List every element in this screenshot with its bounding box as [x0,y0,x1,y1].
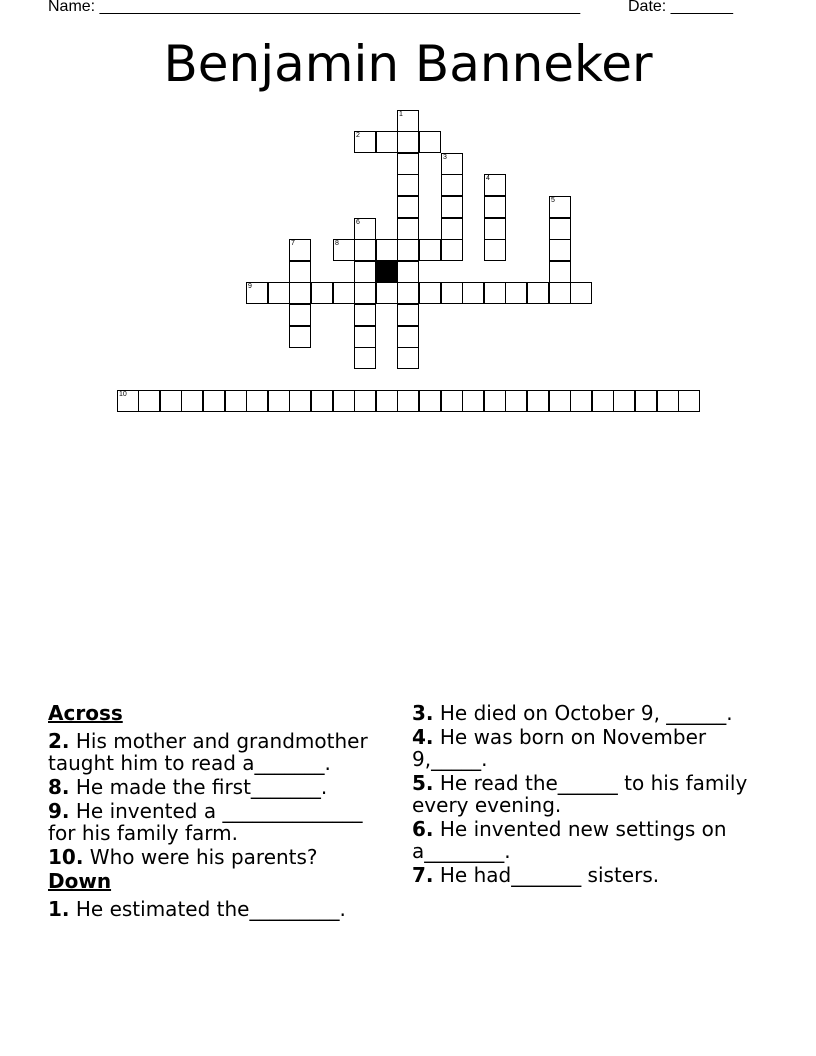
clue-number-label: 2 [356,132,360,139]
crossword-cell[interactable] [419,390,441,412]
clue-text: He estimated the_________. [75,897,346,921]
crossword-cell[interactable] [397,304,419,326]
crossword-cell[interactable] [419,239,441,261]
clue-across-2 [48,730,388,774]
crossword-cell[interactable] [160,390,182,412]
crossword-cell[interactable] [397,282,419,304]
crossword-cell[interactable] [397,131,419,153]
crossword-cell[interactable] [397,110,419,132]
clue-number-label: 4 [486,175,490,182]
crossword-cell[interactable] [354,131,376,153]
crossword-cell[interactable] [505,282,527,304]
clue-text: He died on October 9, ______. [439,701,733,725]
crossword-cell[interactable] [397,196,419,218]
clue-text: He invented new settings on a________. [412,817,727,863]
crossword-cell[interactable] [289,261,311,283]
crossword-cell[interactable] [376,239,398,261]
crossword-cell[interactable] [354,282,376,304]
clue-text: He made the first_______. [75,775,328,799]
crossword-cell[interactable] [527,390,549,412]
crossword-cell[interactable] [484,282,506,304]
crossword-cell[interactable] [613,390,635,412]
crossword-cell[interactable] [333,239,355,261]
clue-number-label: 3 [443,154,447,161]
crossword-cell[interactable] [441,153,463,175]
clue-down-7 [412,864,752,886]
crossword-cell[interactable] [484,174,506,196]
crossword-cell[interactable] [549,239,571,261]
crossword-cell[interactable] [289,390,311,412]
crossword-cell[interactable] [441,174,463,196]
crossword-cell[interactable] [354,261,376,283]
clue-number-label: 10 [119,391,127,398]
clue-number: 2. [48,729,70,753]
crossword-cell[interactable] [268,282,290,304]
clue-number: 4. [412,725,434,749]
clue-down-4 [412,726,752,770]
crossword-cell[interactable] [484,239,506,261]
page-title: Benjamin Banneker [163,35,653,93]
clues-right-column [412,702,752,888]
crossword-cell[interactable] [354,304,376,326]
clue-across-10 [48,846,388,868]
crossword-cell[interactable] [678,390,700,412]
clue-number: 8. [48,775,70,799]
crossword-cell[interactable] [138,390,160,412]
crossword-cell[interactable] [117,390,139,412]
crossword-cell[interactable] [354,390,376,412]
crossword-cell[interactable] [376,282,398,304]
clue-number-label: 5 [551,197,555,204]
crossword-cell[interactable] [289,326,311,348]
clue-text: He had_______ sisters. [439,863,660,887]
clue-number: 3. [412,701,434,725]
crossword-cell[interactable] [484,218,506,240]
crossword-cell[interactable] [570,390,592,412]
crossword-cell[interactable] [246,390,268,412]
crossword-cell[interactable] [397,390,419,412]
clue-number: 6. [412,817,434,841]
clue-number-label: 8 [335,240,339,247]
clue-text: He read the______ to his family every evening. [412,771,748,817]
crossword-grid [0,0,816,430]
date-field[interactable]: Date: _______ [628,0,733,15]
crossword-cell[interactable] [397,174,419,196]
crossword-cell[interactable] [333,390,355,412]
crossword-cell[interactable] [354,347,376,369]
crossword-cell[interactable] [354,239,376,261]
crossword-cell[interactable] [549,282,571,304]
crossword-cell[interactable] [462,390,484,412]
crossword-cell[interactable] [505,390,527,412]
crossword-cell[interactable] [397,153,419,175]
clues-left-column [48,702,388,922]
clue-number: 1. [48,897,70,921]
crossword-cell[interactable] [289,282,311,304]
clue-text: Who were his parents? [89,845,318,869]
crossword-cell[interactable] [333,282,355,304]
clue-number-label: 1 [399,111,403,118]
crossword-cell[interactable] [311,282,333,304]
clue-across-9 [48,800,388,844]
crossword-cell[interactable] [397,218,419,240]
crossword-cell[interactable] [549,218,571,240]
crossword-cell[interactable] [549,196,571,218]
crossword-cell[interactable] [441,390,463,412]
clue-number: 10. [48,845,84,869]
clue-down-1 [48,898,388,920]
crossword-cell[interactable] [462,282,484,304]
crossword-cell[interactable] [441,239,463,261]
clue-down-6 [412,818,752,862]
crossword-cell[interactable] [354,326,376,348]
crossword-cell[interactable] [419,131,441,153]
crossword-cell[interactable] [549,390,571,412]
clue-number-label: 9 [248,283,252,290]
crossword-cell[interactable] [181,390,203,412]
clue-number-label: 7 [291,240,295,247]
crossword-cell[interactable] [354,218,376,240]
crossword-cell[interactable] [246,282,268,304]
crossword-cell[interactable] [225,390,247,412]
crossword-cell[interactable] [397,326,419,348]
crossword-cell[interactable] [203,390,225,412]
crossword-cell[interactable] [484,196,506,218]
crossword-cell[interactable] [441,218,463,240]
clue-text: He invented a ______________ for his family farm. [48,799,363,845]
crossword-cell[interactable] [268,390,290,412]
across-heading: Across [48,701,123,725]
crossword-cell[interactable] [376,131,398,153]
crossword-cell[interactable] [289,239,311,261]
crossword-cell[interactable] [376,390,398,412]
clue-text: He was born on November 9,_____. [412,725,707,771]
clue-number: 9. [48,799,70,823]
down-heading: Down [48,869,112,893]
clue-number: 7. [412,863,434,887]
clue-text: His mother and grandmother taught him to read a_______. [48,729,368,775]
crossword-block [376,261,398,283]
crossword-cell[interactable] [549,261,571,283]
crossword-cell[interactable] [592,390,614,412]
clue-across-8 [48,776,388,798]
name-field[interactable]: Name: ______________________________________________________ [48,0,581,15]
crossword-cell[interactable] [570,282,592,304]
crossword-cell[interactable] [397,347,419,369]
crossword-cell[interactable] [441,282,463,304]
crossword-cell[interactable] [441,196,463,218]
crossword-cell[interactable] [397,261,419,283]
clue-number: 5. [412,771,434,795]
crossword-cell[interactable] [289,304,311,326]
crossword-cell[interactable] [635,390,657,412]
clue-number-label: 6 [356,219,360,226]
crossword-cell[interactable] [397,239,419,261]
crossword-cell[interactable] [484,390,506,412]
crossword-cell[interactable] [419,282,441,304]
crossword-cell[interactable] [657,390,679,412]
crossword-cell[interactable] [527,282,549,304]
clue-down-5 [412,772,752,816]
crossword-cell[interactable] [311,390,333,412]
clue-down-3 [412,702,752,724]
